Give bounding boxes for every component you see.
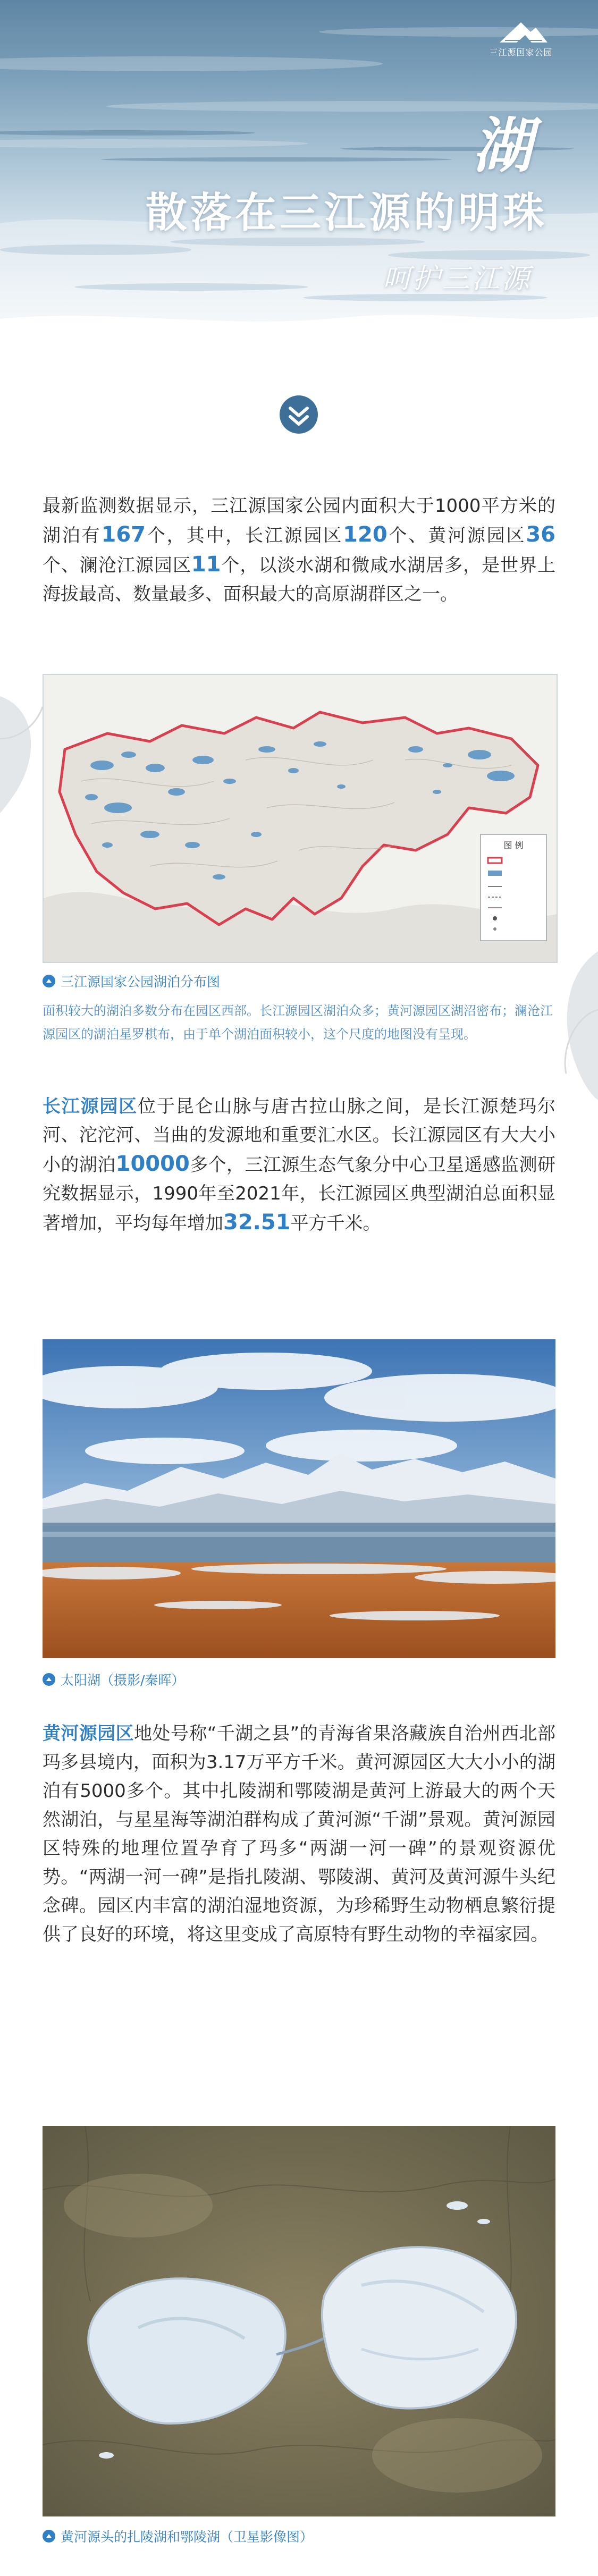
intro-text: 个、澜沧江源园区 [43,555,191,576]
intro-text: 个，以淡水湖和微咸水湖居多，是世界上海拔最高、数量最多、面积最大的高原湖群区之一。 [43,555,556,605]
satellite-lakes-photo [43,2126,555,2516]
legend-title: 图 例 [503,840,524,850]
changjiang-section-name: 长江源园区 [43,1096,138,1117]
photo2-caption [43,2526,313,2547]
mountain-logo-icon [468,19,574,46]
scroll-down-button[interactable] [277,393,320,436]
huanghe-section-name: 黄河源园区 [43,1723,134,1744]
huanghe-text: 地处号称“千湖之县”的青海省果洛藏族自治州西北部玛多县境内，面积为3.17万平方千米。黄河源园区大大小小的湖泊有5000多个。其中扎陵湖和鄂陵湖是黄河上游最大的两个天然湖泊，与星星海等湖泊群构成了黄河源“千湖”景观。黄河源园区特殊的地理位置孕育了玛多“两湖一河一碑”的景观资源优势。“两湖一河一碑”是指扎陵湖、鄂陵湖、黄河及黄河源牛头纪念碑。园区内丰富的湖泊湿地资源，为珍稀野生动物栖息繁衍提供了良好的环境，将这里变成了高原特有野生动物的幸福家园。 [43,1723,556,1945]
intro-text: 个，其中，长江源园区 [146,525,343,546]
logo-text: 三江源国家公园 [489,47,553,57]
lancang-lakes-value: 11 [191,552,221,577]
page-subtitle: 呵护三江源 [382,263,532,295]
leaf-decoration-icon [0,675,48,834]
map-note: 面积较大的湖泊多数分布在园区西部。长江源园区湖泊众多；黄河源园区湖沼密布；澜沧江源园区的湖泊星罗棋布，由于单个湖泊面积较小，这个尺度的地图没有呈现。 [43,1003,553,1042]
huanghe-lakes-value: 36 [526,522,556,547]
hero-big-character: 湖 [473,111,532,181]
page-title: 散落在三江源的明珠 [145,189,548,237]
leaf-decoration-icon [550,941,598,1116]
park-logo [468,19,574,62]
total-lakes-value: 167 [101,522,146,547]
changjiang-lakes-value: 120 [343,522,388,547]
photo2-caption-text: 黄河源头的扎陵湖和鄂陵湖（卫星影像图） [61,2529,314,2545]
changjiang-paragraph [43,1092,555,1238]
chevron-double-down-icon [277,393,320,436]
caret-up-icon [43,1673,55,1686]
photo1-caption-text: 太阳湖（摄影/秦晖） [61,1673,185,1688]
changjiang-text: 位于昆仑山脉与唐古拉山脉之间，是长江源楚玛尔河、沱沱河、当曲的发源地和重要汇水区。长江源园区有大大小小的湖泊 [43,1096,556,1176]
huanghe-paragraph [43,1719,555,1949]
hero-banner [0,0,598,372]
annual-increase-value: 32.51 [223,1210,291,1235]
map-graphic [44,675,557,962]
satellite-image [43,2126,555,2516]
intro-text: 个、黄河源园区 [387,525,526,546]
changjiang-lakes-count: 10000 [115,1152,190,1176]
changjiang-text: 平方千米。 [290,1213,381,1234]
caret-up-icon [43,975,55,987]
photo1-caption [43,1669,184,1690]
caret-up-icon [43,2530,55,2543]
taiyang-lake-image [43,1339,555,1658]
intro-text: 最新监测数据显示，三江源国家公园内面积大于1000平方米的湖泊有 [43,495,555,546]
changjiang-text: 多个，三江源生态气象分中心卫星遥感监测研究数据显示，1990年至2021年，长江源园区典型湖泊总面积显著增加，平均每年增加 [43,1154,556,1234]
taiyang-lake-photo [43,1339,555,1658]
intro-paragraph [43,492,555,609]
map-caption [43,970,220,992]
lake-distribution-map [43,674,558,963]
map-legend [481,834,546,941]
map-caption-text: 三江源国家公园湖泊分布图 [61,974,221,990]
